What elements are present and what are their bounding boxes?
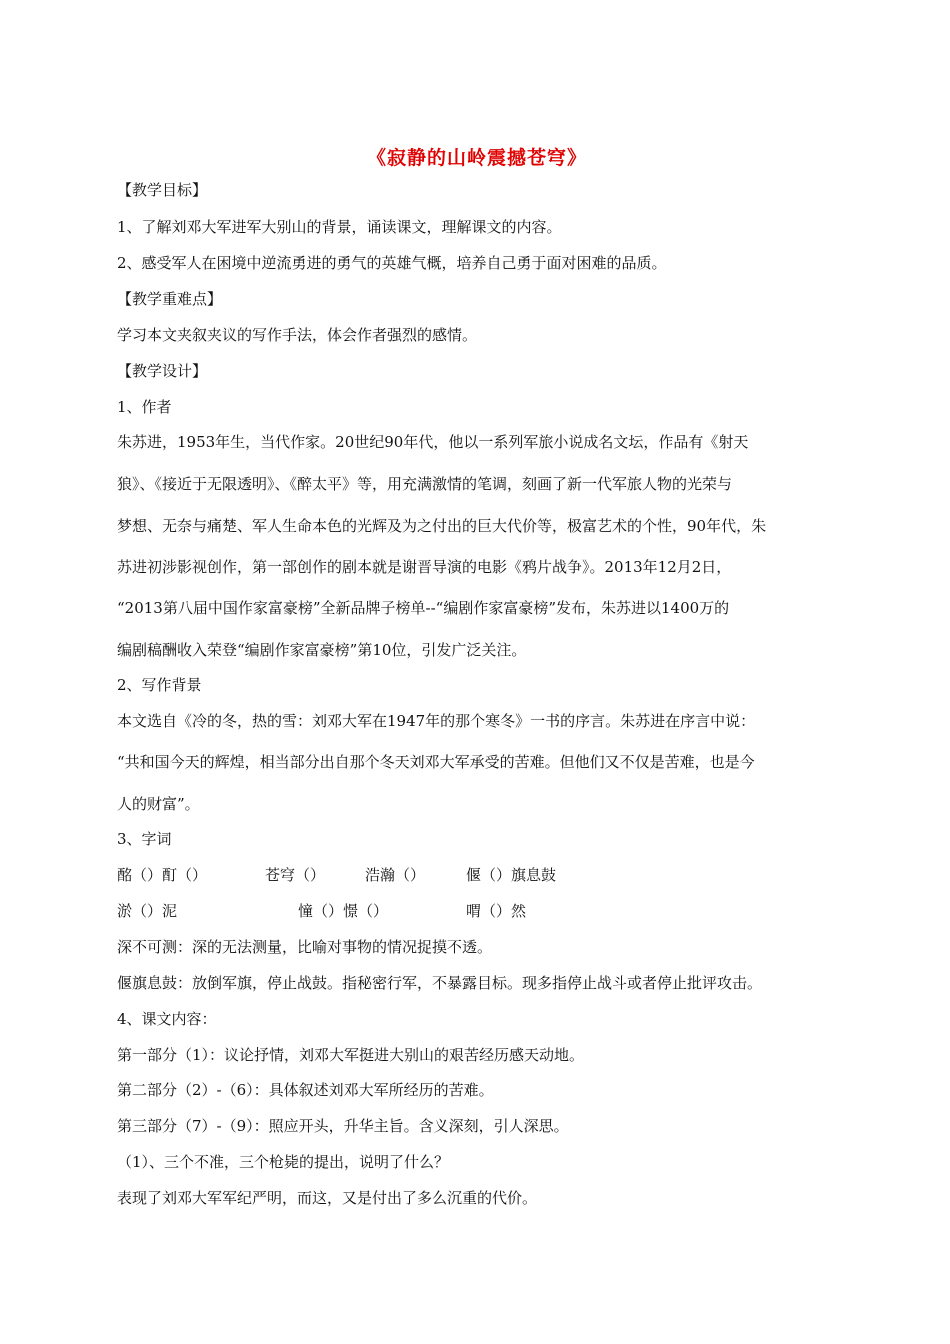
background-line-1: 本文选自《冷的冬，热的雪：刘邓大军在1947年的那个寒冬》一书的序言。朱苏进在序言中说： (117, 712, 756, 730)
vocab-item: 偃（）旗息鼓 (466, 866, 557, 884)
content-part-3: 第三部分（7）-（9）：照应开头，升华主旨。含义深刻，引人深思。 (117, 1117, 569, 1135)
vocab-item: 苍穹（） (265, 866, 326, 884)
key-points-text: 学习本文夹叙夹议的写作手法，体会作者强烈的感情。 (117, 326, 478, 344)
section-content: 4、课文内容： (117, 1010, 217, 1028)
author-line-3: 梦想、无奈与痛楚、军人生命本色的光辉及为之付出的巨大代价等，极富艺术的个性，90年代，朱 (117, 517, 767, 535)
answer-1: 表现了刘邓大军军纪严明，而这，又是付出了多么沉重的代价。 (117, 1189, 538, 1207)
document-title: 《寂静的山岭震撼苍穹》 (366, 147, 587, 169)
section-vocabulary: 3、字词 (117, 830, 172, 848)
vocab-item: 喟（）然 (466, 902, 527, 920)
background-line-2: “共和国今天的辉煌，相当部分出自那个冬天刘邓大军承受的苦难。但他们又不仅是苦难，也是今 (117, 753, 755, 771)
content-part-2: 第二部分（2）-（6）：具体叙述刘邓大军所经历的苦难。 (117, 1081, 494, 1099)
definition-2: 偃旗息鼓：放倒军旗，停止战鼓。指秘密行军，不暴露目标。现多指停止战斗或者停止批评攻击。 (117, 974, 763, 992)
vocab-item: 浩瀚（） (365, 866, 426, 884)
author-line-5: “2013第八届中国作家富豪榜”全新品牌子榜单--“编剧作家富豪榜”发布，朱苏进以1400万的 (117, 599, 730, 617)
goal-2: 2、感受军人在困境中逆流勇进的勇气的英雄气概，培养自己勇于面对困难的品质。 (117, 254, 667, 272)
heading-teaching-goals: 【教学目标】 (117, 181, 208, 199)
content-part-1: 第一部分（1）：议论抒情，刘邓大军挺进大别山的艰苦经历感天动地。 (117, 1046, 585, 1064)
heading-teaching-design: 【教学设计】 (117, 362, 208, 380)
heading-key-points: 【教学重难点】 (117, 290, 223, 308)
definition-1: 深不可测：深的无法测量，比喻对事物的情况捉摸不透。 (117, 938, 493, 956)
author-line-4: 苏进初涉影视创作，第一部创作的剧本就是谢晋导演的电影《鸦片战争》。2013年12月2日， (117, 558, 732, 576)
author-line-2: 狼》、《接近于无限透明》、《醉太平》等，用充满激情的笔调，刻画了新一代军旅人物的光荣与 (117, 475, 733, 493)
section-background: 2、写作背景 (117, 676, 202, 694)
question-1: （1）、三个不准，三个枪毙的提出，说明了什么？ (117, 1153, 450, 1171)
author-line-1: 朱苏进，1953年生，当代作家。20世纪90年代，他以一系列军旅小说成名文坛，作品有《射天 (117, 433, 749, 451)
vocab-item: 酩（）酊（） (117, 866, 208, 884)
vocab-item: 淤（）泥 (117, 902, 178, 920)
section-author: 1、作者 (117, 398, 172, 416)
author-line-6: 编剧稿酬收入荣登“编剧作家富豪榜”第10位，引发广泛关注。 (117, 641, 527, 659)
goal-1: 1、了解刘邓大军进军大别山的背景，诵读课文，理解课文的内容。 (117, 218, 562, 236)
vocab-item: 憧（）憬（） (298, 902, 389, 920)
background-line-3: 人的财富”。 (117, 795, 200, 813)
